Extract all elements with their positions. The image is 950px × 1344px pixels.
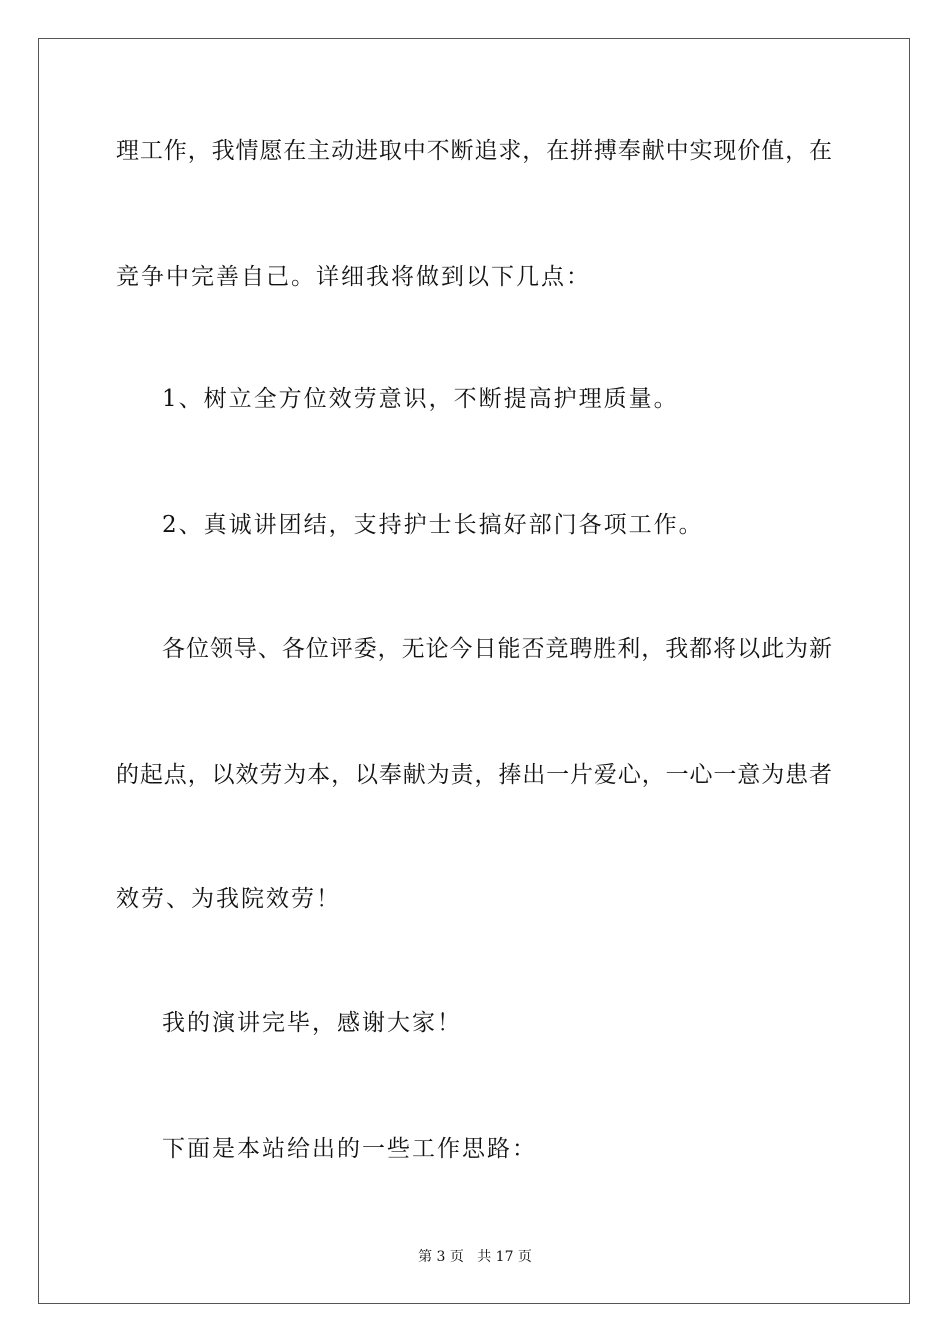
list-item-1: 1、树立全方位效劳意识，不断提高护理质量。 — [162, 386, 679, 412]
paragraph-line-4: 的起点，以效劳为本，以奉献为责，捧出一片爱心，一心一意为患者 — [116, 762, 832, 788]
paragraph-line-5: 效劳、为我院效劳！ — [116, 886, 341, 912]
followup-line: 下面是本站给出的一些工作思路： — [162, 1136, 537, 1162]
closing-line: 我的演讲完毕，感谢大家！ — [162, 1010, 462, 1036]
paragraph-line-1: 理工作，我情愿在主动进取中不断追求，在拼搏奉献中实现价值，在 — [116, 138, 832, 164]
paragraph-line-3: 各位领导、各位评委，无论今日能否竞聘胜利，我都将以此为新 — [162, 636, 832, 662]
paragraph-line-2: 竞争中完善自己。详细我将做到以下几点： — [116, 264, 591, 290]
list-item-2: 2、真诚讲团结，支持护士长搞好部门各项工作。 — [162, 512, 704, 538]
page-border — [38, 38, 910, 1304]
page-number-footer: 第 3 页 共 17 页 — [418, 1249, 532, 1265]
